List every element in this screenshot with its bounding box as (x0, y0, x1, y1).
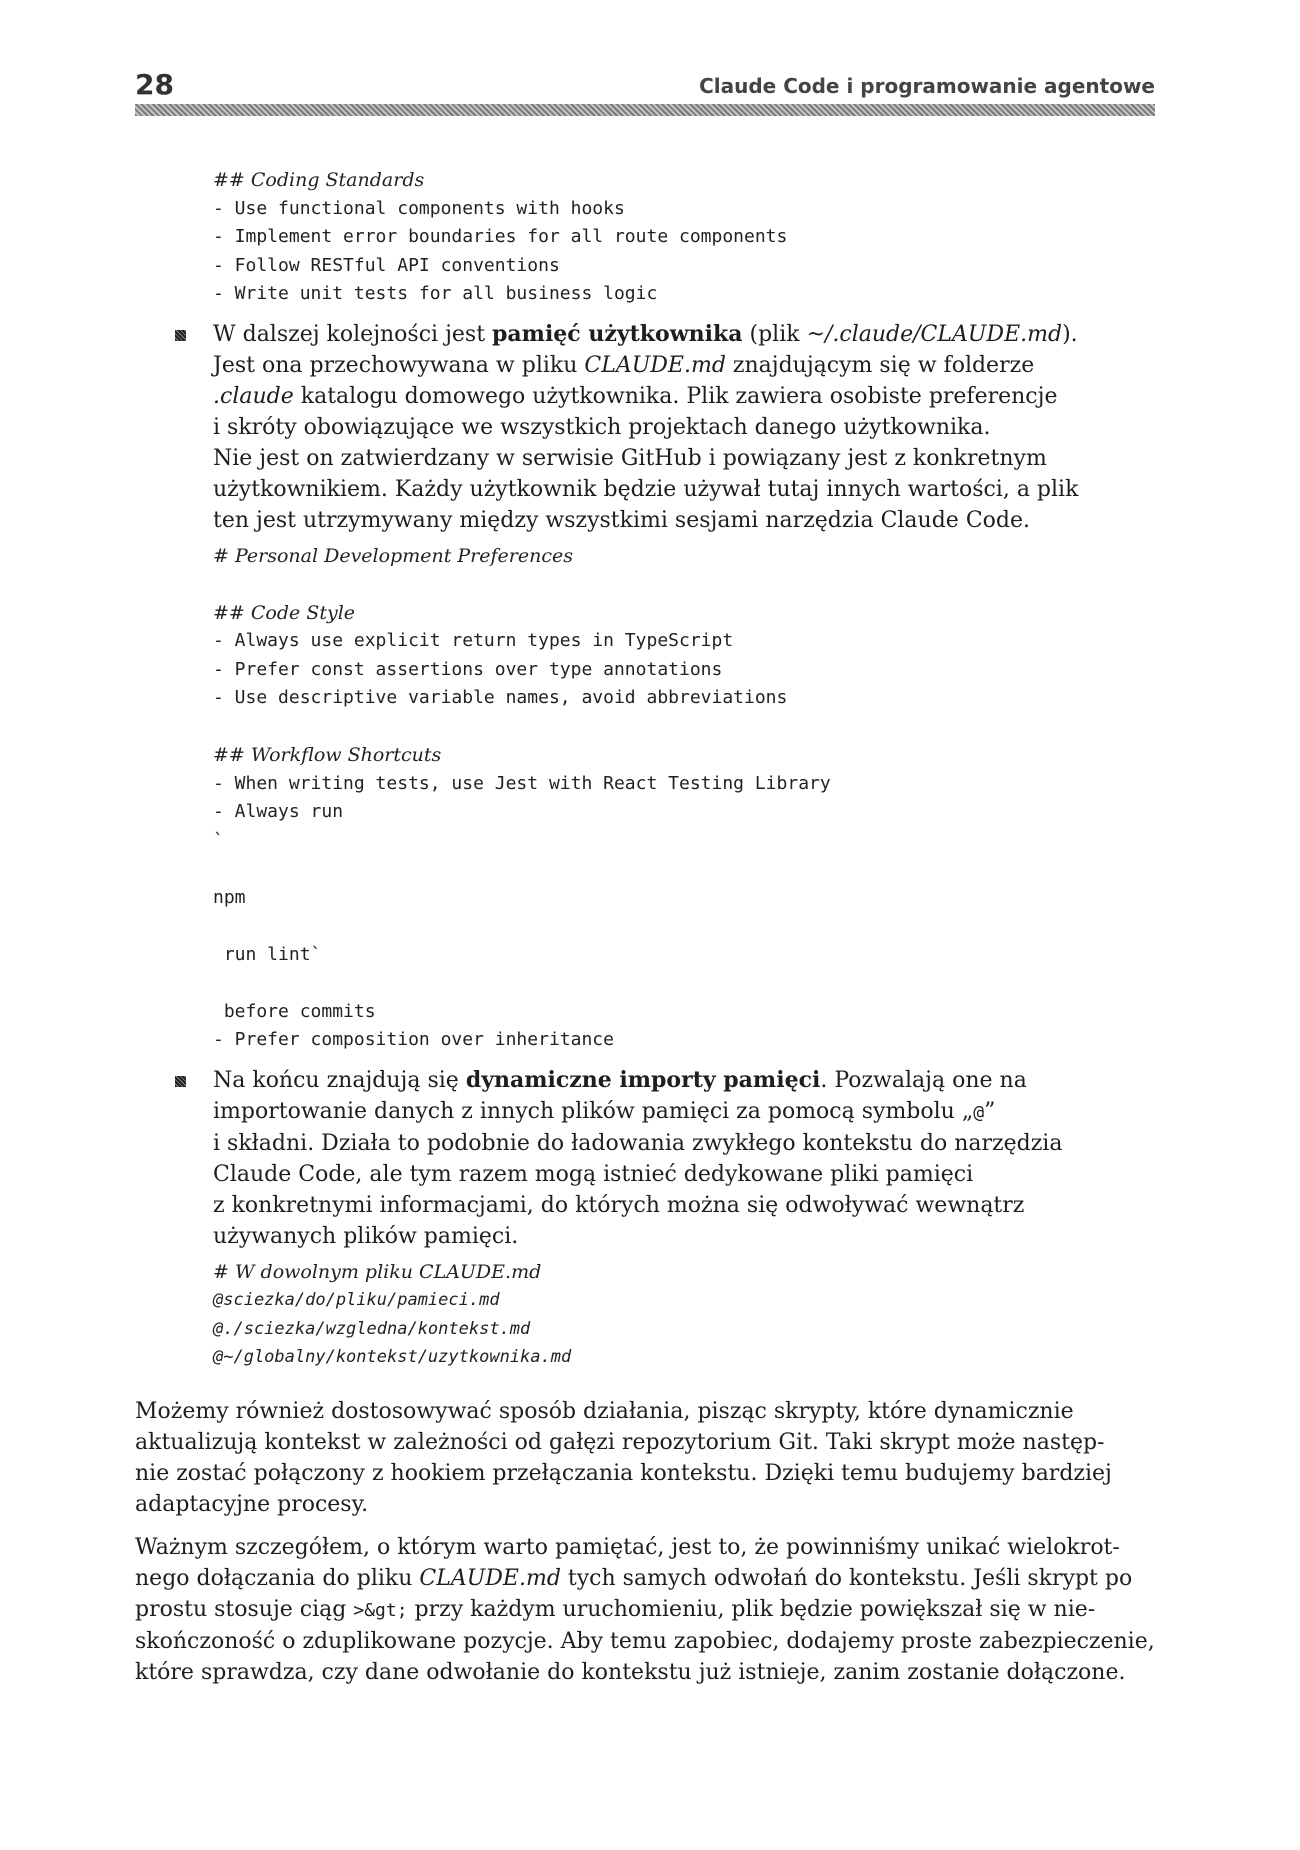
bullet-line: używanych plików pamięci. (213, 1223, 519, 1249)
blank-line (213, 912, 1155, 941)
code-line: @sciezka/do/pliku/pamieci.md (213, 1290, 500, 1310)
code-line: - Prefer composition over inheritance (213, 1029, 614, 1050)
spacer (135, 1372, 1155, 1396)
bullet-marker-icon (175, 330, 186, 341)
blank-line (213, 570, 1155, 599)
code-line: - Follow RESTful API conventions (213, 254, 560, 276)
paragraph-line: nie zostać połączony z hookiem przełączania kontekstu. Dzięki temu budujemy bardziej (135, 1460, 1112, 1486)
bullet-line (213, 1065, 1155, 1096)
code-heading: ## Workflow Shortcuts (213, 744, 442, 766)
text-run: importowanie danych z innych plików pamięci za pomocą symbolu „ (213, 1098, 974, 1124)
paragraph-line (135, 1563, 1155, 1594)
bullet-line (213, 319, 1155, 350)
text-run: prostu stosuje ciąg (135, 1596, 354, 1622)
paragraph-line: które sprawdza, czy dane odwołanie do kontekstu już istnieje, zanim zostanie dołączone. (135, 1659, 1126, 1685)
code-line: run lint` (213, 943, 322, 965)
at-symbol: @ (973, 1101, 985, 1123)
text-run: . Pozwalają one na (820, 1067, 1027, 1093)
text-run: ). (1062, 321, 1078, 347)
bullet-line: Claude Code, ale tym razem mogą istnieć dedykowane pliki pamięci (213, 1161, 974, 1187)
bullet-line: ten jest utrzymywany między wszystkimi sesjami narzędzia Claude Code. (213, 507, 1030, 533)
code-block-coding-standards (213, 166, 1155, 309)
text-run: Na końcu znajdują się (213, 1067, 466, 1093)
code-line: - Always run (213, 801, 344, 822)
bullet-line: i składni. Działa to podobnie do ładowania zwykłego kontekstu do narzędzia (213, 1130, 1063, 1156)
text-run: znajdującym się w folderze (725, 352, 1035, 378)
spacer (135, 1520, 1155, 1532)
blank-line (213, 969, 1155, 998)
paragraph-line: adaptacyjne procesy. (135, 1491, 369, 1517)
inline-code: >&gt; (353, 1599, 408, 1621)
code-line: npm (213, 886, 246, 908)
bullet-marker-icon (175, 1076, 186, 1087)
dir-name: .claude (213, 383, 294, 409)
bullet-line: Nie jest on zatwierdzany w serwisie GitHub i powiązany jest z konkretnym (213, 445, 1047, 471)
page-number: 28 (135, 68, 174, 101)
code-heading: ## Coding Standards (213, 169, 425, 191)
paragraph-line (135, 1594, 1155, 1626)
text-run: (plik (742, 321, 807, 347)
code-heading: # Personal Development Preferences (213, 544, 573, 567)
bullet-line (213, 381, 1155, 412)
bold-term: dynamiczne importy pamięci (465, 1066, 821, 1093)
blank-line (213, 713, 1155, 742)
file-name: CLAUDE.md (584, 352, 726, 378)
bullet-text (213, 1065, 1155, 1252)
bullet-line (213, 1096, 1155, 1128)
code-line: - When writing tests, use Jest with React Testing Library (213, 772, 831, 794)
running-title: Claude Code i programowanie agentowe (699, 74, 1155, 98)
paragraph-line: skończoność o zduplikowane pozycje. Aby temu zapobiec, dodajemy proste zabezpieczenie, (135, 1628, 1155, 1654)
bullet-line (213, 350, 1155, 381)
code-line: @./sciezka/wzgledna/kontekst.md (213, 1318, 531, 1339)
bullet-line: użytkownikiem. Każdy użytkownik będzie używał tutaj innych wartości, a plik (213, 476, 1079, 502)
page-content (135, 166, 1155, 1688)
header-rule (135, 104, 1155, 116)
bold-term: pamięć użytkownika (492, 320, 743, 347)
paragraph-line: Ważnym szczegółem, o którym warto pamiętać, jest to, że powinniśmy unikać wielokrot- (135, 1534, 1120, 1560)
code-line: - Always use explicit return types in TypeScript (213, 630, 734, 651)
bullet-dynamic-imports (213, 1065, 1155, 1252)
file-path: ~/.claude/CLAUDE.md (806, 321, 1063, 347)
file-name: CLAUDE.md (419, 1565, 561, 1591)
bullet-user-memory (213, 319, 1155, 536)
code-line: @~/globalny/kontekst/uzytkownika.md (213, 1347, 572, 1367)
page-header (135, 68, 1155, 102)
text-run: przy każdym uruchomieniu, plik będzie powiększał się w nie- (407, 1596, 1096, 1622)
bullet-text (213, 319, 1155, 536)
code-line: - Use descriptive variable names, avoid abbreviations (213, 687, 788, 708)
paragraph-scripts (135, 1396, 1155, 1520)
code-line: - Write unit tests for all business logic (213, 283, 658, 304)
text-run: nego dołączania do pliku (135, 1565, 420, 1591)
text-run: W dalszej kolejności jest (213, 321, 493, 347)
blank-line (213, 855, 1155, 884)
code-block-personal-preferences (213, 542, 1155, 1055)
code-comment: # W dowolnym pliku CLAUDE.md (213, 1260, 542, 1283)
code-block-imports (213, 1258, 1155, 1372)
paragraph-line: Możemy również dostosowywać sposób działania, pisząc skrypty, które dynamicznie (135, 1398, 1074, 1424)
code-heading: ## Code Style (213, 601, 356, 624)
code-line: - Prefer const assertions over type annotations (213, 658, 723, 680)
text-run: tych samych odwołań do kontekstu. Jeśli skrypt po (560, 1565, 1133, 1591)
code-line: - Use functional components with hooks (213, 197, 625, 219)
text-run: katalogu domowego użytkownika. Plik zawiera osobiste preferencje (293, 383, 1058, 409)
bullet-line: i skróty obowiązujące we wszystkich projektach danego użytkownika. (213, 414, 991, 440)
code-line: ` (213, 829, 224, 851)
paragraph-line: aktualizują kontekst w zależności od gałęzi repozytorium Git. Taki skrypt może następ- (135, 1429, 1105, 1455)
bullet-line: z konkretnymi informacjami, do których można się odwoływać wewnątrz (213, 1192, 1025, 1218)
code-line: - Implement error boundaries for all route components (213, 226, 788, 247)
paragraph-duplicates (135, 1532, 1155, 1688)
text-run: ” (984, 1098, 996, 1124)
text-run: Jest ona przechowywana w pliku (213, 352, 585, 378)
code-line: before commits (213, 1000, 376, 1022)
